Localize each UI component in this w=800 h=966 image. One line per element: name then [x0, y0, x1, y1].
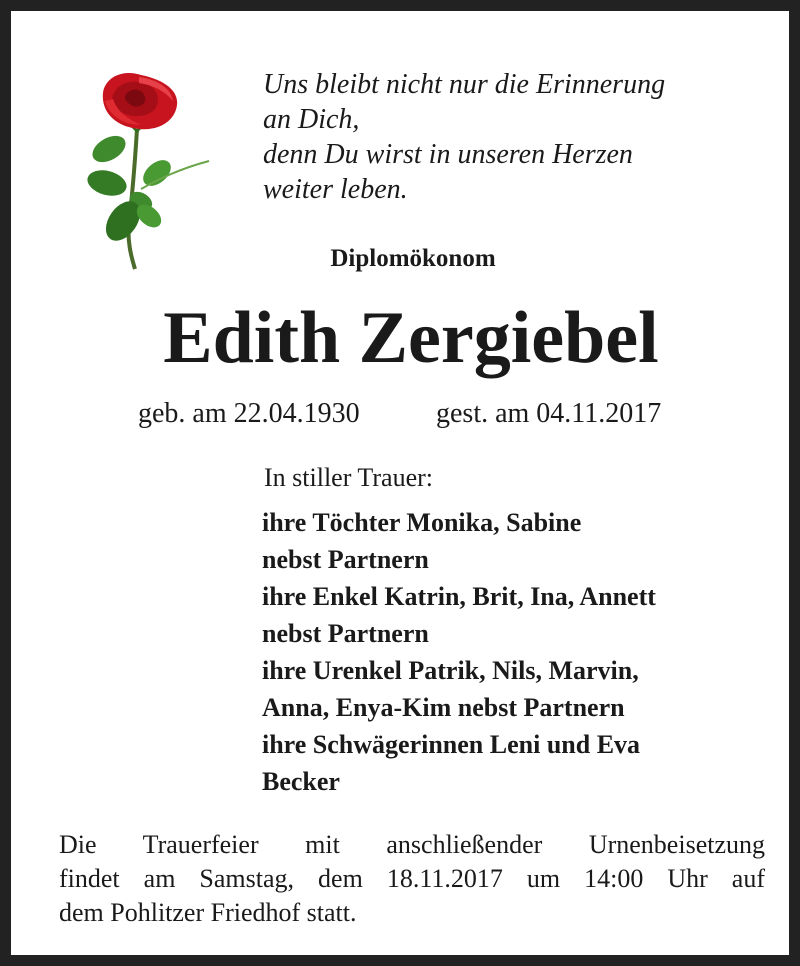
service-line: dem Pohlitzer Friedhof statt. [59, 898, 357, 927]
mourner-line: ihre Urenkel Patrik, Nils, Marvin, [262, 656, 639, 685]
birth-date: geb. am 22.04.1930 [138, 398, 360, 429]
quote-line: an Dich, [263, 104, 360, 135]
mourners-list [262, 504, 656, 800]
mourner-line: ihre Enkel Katrin, Brit, Ina, Annett [262, 582, 656, 611]
mourner-line: nebst Partnern [262, 619, 429, 648]
funeral-service-notice [59, 828, 765, 930]
quote-line: weiter leben. [263, 174, 408, 205]
mourner-line: Anna, Enya-Kim nebst Partnern [262, 693, 625, 722]
service-line: findet am Samstag, dem 18.11.2017 um 14:00 Uhr auf [59, 864, 765, 893]
deceased-name: Edith Zergiebel [163, 297, 659, 379]
mourner-line: ihre Schwägerinnen Leni und Eva [262, 730, 641, 759]
red-rose-icon [79, 71, 219, 271]
mourner-line: Becker [262, 767, 340, 796]
quote-line: denn Du wirst in unseren Herzen [263, 139, 633, 170]
mourner-line: ihre Töchter Monika, Sabine [262, 508, 582, 537]
life-dates [138, 397, 662, 431]
death-date: gest. am 04.11.2017 [436, 398, 662, 429]
quote-line: Uns bleibt nicht nur die Erinnerung [263, 69, 666, 100]
mourners-heading: In stiller Trauer: [264, 463, 433, 492]
service-line: Die Trauerfeier mit anschließender Urnenbeisetzung [59, 830, 765, 859]
mourner-line: nebst Partnern [262, 545, 429, 574]
memorial-quote [263, 67, 763, 207]
deceased-title: Diplomökonom [330, 245, 496, 272]
